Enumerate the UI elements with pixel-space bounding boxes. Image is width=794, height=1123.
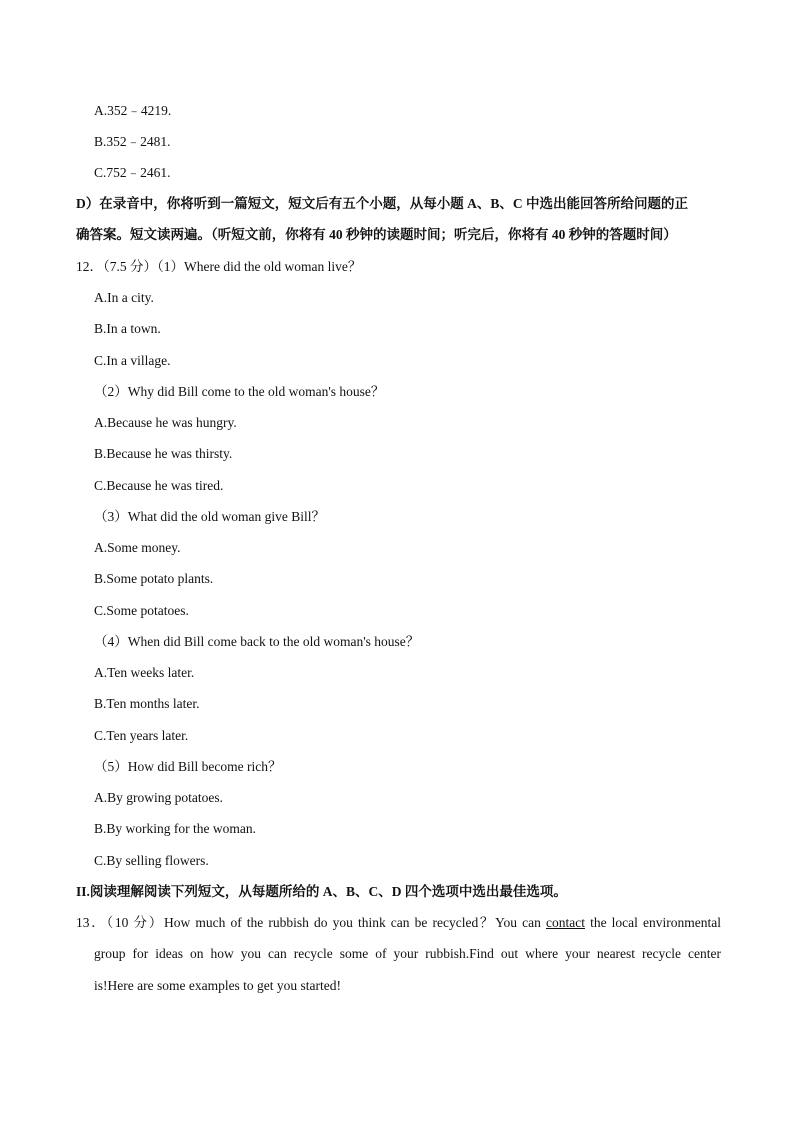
q12-sub1-option-b: B.In a town.	[94, 321, 161, 336]
q12-number: 12．（7.5 分）	[76, 259, 157, 274]
q13-text-before: How much of the rubbish do you think can be recycled？You can	[164, 915, 546, 930]
q12-sub5-label: （5）	[94, 759, 128, 774]
q13-number: 13．（10 分）	[76, 915, 164, 930]
q12-sub4-option-a: A.Ten weeks later.	[94, 665, 195, 680]
q13-text-after: the local environmental	[584, 915, 721, 930]
q12-sub3-option-c: C.Some potatoes.	[94, 603, 189, 618]
q13-line3: is!Here are some examples to get you started!	[94, 978, 342, 993]
q11-option-c: C.752﹣2461.	[94, 165, 171, 180]
q12-question-3	[94, 507, 325, 527]
section-d-instruction-line1: D）在录音中，你将听到一篇短文，短文后有五个小题，从每小题 A、B、C 中选出能回答所给问题的正	[76, 196, 689, 211]
q12-sub5-option-b: B.By working for the woman.	[94, 821, 256, 836]
q12-sub3-option-b: B.Some potato plants.	[94, 571, 214, 586]
q12-question-1	[76, 257, 361, 277]
section-d-instruction-line2: 确答案。短文读两遍。（听短文前，你将有 40 秒钟的读题时间；听完后，你将有 40 秒钟的答题时间）	[76, 227, 677, 242]
q12-sub3-label: （3）	[94, 509, 128, 524]
q12-sub4-text: When did Bill come back to the old woman's house？	[127, 634, 420, 649]
q13-line2: group for ideas on how you can recycle some of your rubbish.Find out where your nearest recycle center	[94, 946, 721, 961]
q11-option-a: A.352﹣4219.	[94, 103, 172, 118]
q12-sub1-option-a: A.In a city.	[94, 290, 154, 305]
q13-underlined-word: contact	[546, 915, 585, 930]
q12-sub4-label: （4）	[94, 634, 128, 649]
q12-sub2-option-c: C.Because he was tired.	[94, 478, 224, 493]
q12-sub1-label: （1）	[157, 259, 184, 274]
q12-sub2-option-b: B.Because he was thirsty.	[94, 446, 233, 461]
q12-sub3-option-a: A.Some money.	[94, 540, 181, 555]
q12-sub1-text: Where did the old woman live？	[184, 259, 362, 274]
q12-sub3-text: What did the old woman give Bill？	[127, 509, 325, 524]
q12-sub5-text: How did Bill become rich？	[127, 759, 282, 774]
q12-sub2-text: Why did Bill come to the old woman's house？	[127, 384, 385, 399]
q11-option-b: B.352﹣2481.	[94, 134, 171, 149]
q12-sub4-option-c: C.Ten years later.	[94, 728, 189, 743]
q13-line1	[76, 913, 721, 933]
q12-question-2	[94, 382, 384, 402]
section-ii-heading: II.阅读理解阅读下列短文，从每题所给的 A、B、C、D 四个选项中选出最佳选项。	[76, 884, 567, 899]
q12-sub1-option-c: C.In a village.	[94, 353, 171, 368]
q12-sub4-option-b: B.Ten months later.	[94, 696, 200, 711]
q12-sub5-option-a: A.By growing potatoes.	[94, 790, 223, 805]
q12-question-4	[94, 632, 419, 652]
q12-question-5	[94, 757, 281, 777]
q12-sub5-option-c: C.By selling flowers.	[94, 853, 209, 868]
q12-sub2-label: （2）	[94, 384, 128, 399]
q12-sub2-option-a: A.Because he was hungry.	[94, 415, 237, 430]
